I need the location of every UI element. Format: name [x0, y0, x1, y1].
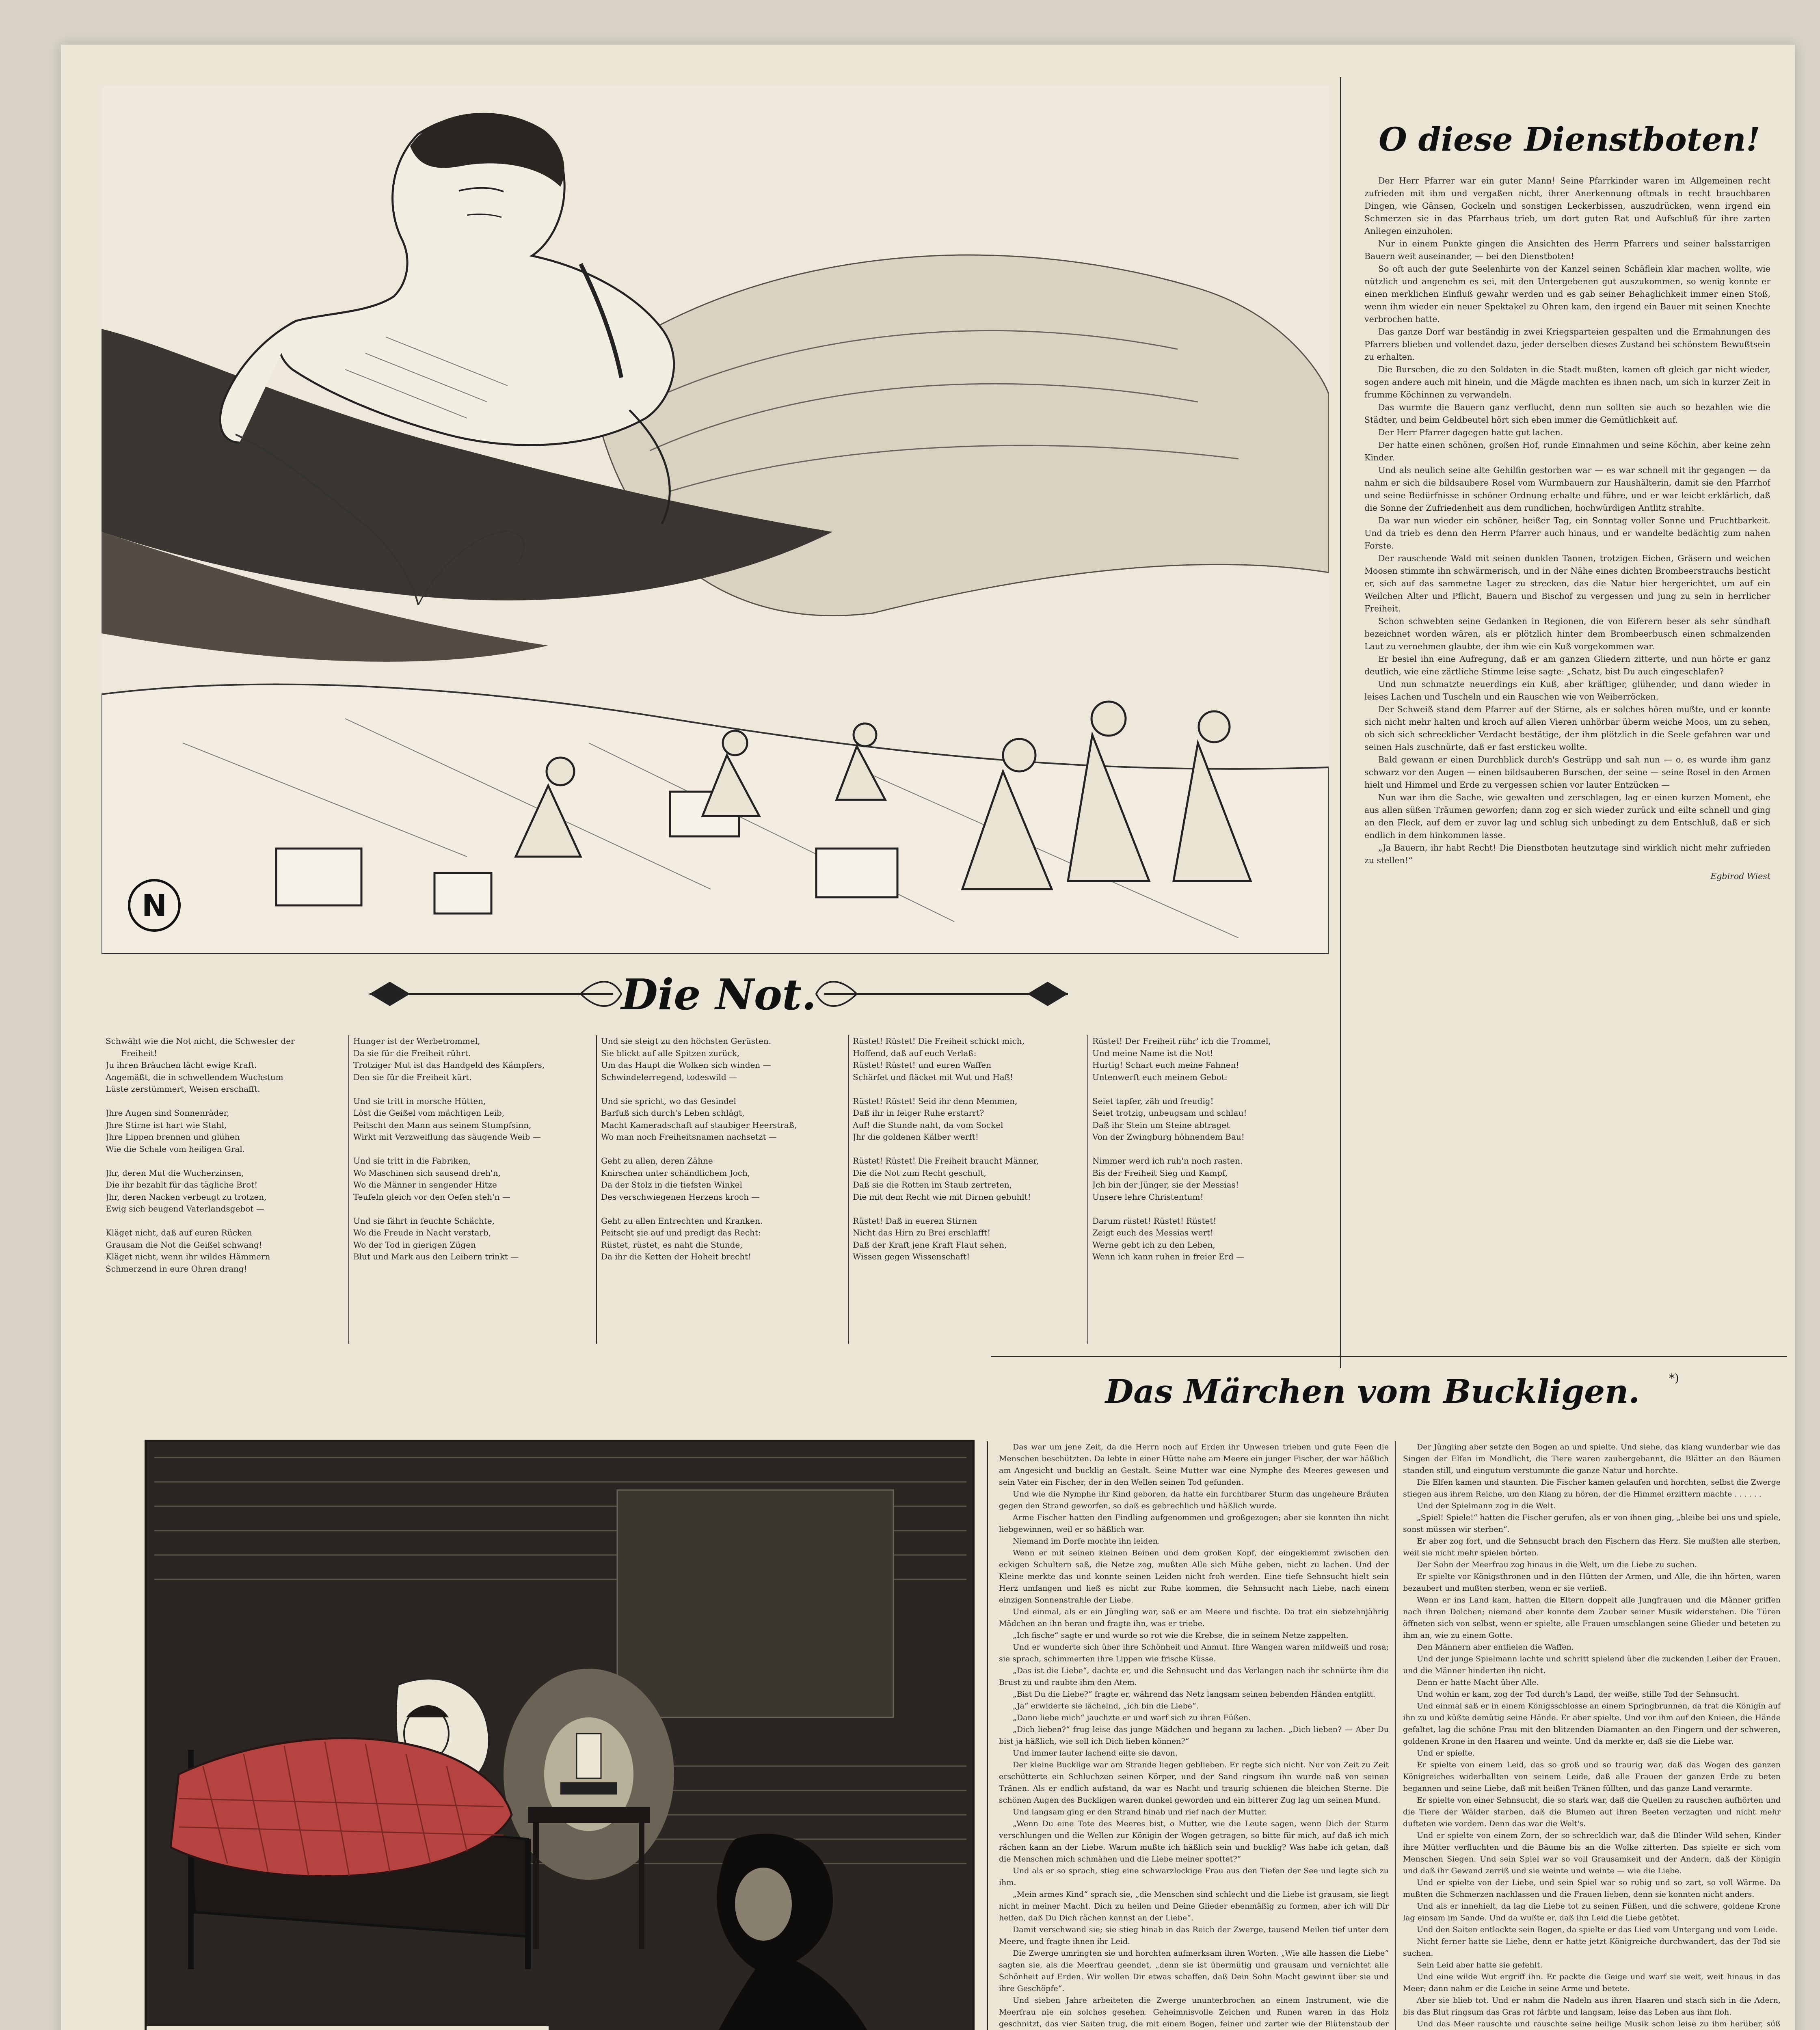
paragraph: „Wenn Du eine Tote des Meeres bist, o Mutter, wie die Leute sagen, wenn Dich der Sturm verschlungen und die Wellen zur Königin der Wogen getragen, so bitte für mich, auf daß ich mich rächen kann an der Liebe. Warum mußte ich häßlich sein und bucklig? Was habe ich getan, daß die Menschen mich schmähen und die Liebe meiner spottet?“ [999, 1819, 1389, 1864]
maerchen-title: Das Märchen vom Buckligen. [1105, 1372, 1640, 1410]
monogram-letter: N [142, 888, 167, 923]
paragraph: Den Männern aber entfielen die Waffen. [1417, 1643, 1574, 1652]
paragraph: Er aber zog fort, und die Sehnsucht brach den Fischern das Herz. Sie mußten alle sterben, weil sie nicht mehr spielen hörten. [1403, 1537, 1781, 1557]
paragraph: „Das ist die Liebe“, dachte er, und die Sehnsucht und das Verlangen nach ihr schnürte ihm die Brust zu und raubte ihm den Atem. [999, 1666, 1389, 1687]
column-rule [1087, 1035, 1088, 1344]
paragraph: Nicht ferner hatte sie Liebe, denn er hatte jetzt Königreiche durchwandert, das der Tod sie suchen. [1403, 1937, 1781, 1958]
die-not-poem-column-5: Rüstet! Der Freiheit rühr' ich die Trommel, Und meine Name ist die Not! Hurtig! Schart euch meine Fahnen! Untenwerft euch meinem Gebot: Seiet tapfer, zäh und freudig! Seiet trotzig, unbeugsam und schlau! Daß ihr Stein um Steine abtraget Von der Zwingburg höhnendem Bau! Nimmer werd ich ruh'n noch rasten. Bis der Freiheit Sieg und Kampf, Jch bin der Jünger, sie der Messias! Unsere lehre Christentum! Darum rüstet! Rüstet! Rüstet! Zeigt euch des Messias wert! Werne gebt ich zu den Leben, Wenn ich kann ruhen in freier Erd — [1092, 1036, 1271, 1261]
paragraph: „Dich lieben?“ frug leise das junge Mädchen und begann zu lachen. „Dich lieben? — Aber Du bist ja häßlich, wie soll ich Dich lieben können?“ [999, 1725, 1389, 1746]
paragraph: „Dann liebe mich“ jauchzte er und warf sich zu ihren Füßen. [1013, 1713, 1251, 1722]
paragraph: Da war nun wieder ein schöner, heißer Tag, ein Sonntag voller Sonne und Fruchtbarkeit. Und da trieb es denn den Herrn Pfarrer auch hinaus, und er wandelte bedächtig zum nahen Forste. [1364, 516, 1770, 551]
illustration-die-not [102, 85, 1329, 954]
paragraph: Und wie die Nymphe ihr Kind geboren, da hatte ein furchtbarer Sturm das ungeheure Bräuten gegen den Strand geworfen, so daß es gebrechlich und häßlich wurde. [999, 1490, 1389, 1510]
paragraph: Er spielte von einem Leid, das so groß und so traurig war, daß das Wogen des ganzen Königreiches widerhallten von seinem Leide, daß alle Frauen der ganzen Erde zu beten begannen und seine Liebe, daß mit heißen Tränen füllten, und das ganze Land verarmte. [1403, 1760, 1781, 1793]
paragraph: Nur in einem Punkte gingen die Ansichten des Herrn Pfarrers und seiner halsstarrigen Bauern weit auseinander, — bei den Dienstboten! [1364, 239, 1770, 261]
paragraph: So oft auch der gute Seelenhirte von der Kanzel seinen Schäflein klar machen wollte, wie nützlich und angenehm es sei, mit den Untergebenen gut auszukommen, so wenig konnte er einen merklichen Einfluß gewahr werden und es gab seiner Behaglichkeit immer einen Stoß, wenn ihm wieder ein neuer Spektakel zu Ohren kam, den irgend ein Bauer mit seinen Knechte verbrochen hatte. [1364, 264, 1770, 324]
paragraph: Und das Meer rauschte und rauschte seine heilige Musik schon leise zu ihm herüber, süß [1417, 2019, 1781, 2028]
die-not-title: Die Not. [621, 970, 817, 1019]
paragraph: Und den Saiten entlockte sein Bogen, da spielte er das Lied vom Untergang und vom Leide. [1417, 1925, 1778, 1934]
die-not-poem-column-2: Hunger ist der Werbetrommel, Da sie für die Freiheit rührt. Trotziger Mut ist das Handgeld des Kämpfers, Den sie für die Freiheit kürt. Und sie tritt in morsche Hütten, Löst die Geißel vom mächtigen Leib, Peitscht den Mann aus seinem Stumpfsinn, Wirkt mit Verzweiflung das säugende Weib — Und sie tritt in die Fabriken, Wo Maschinen sich sausend dreh'n, Wo die Männer in sengender Hitze Teufeln gleich vor den Oefen steh'n — Und sie fährt in feuchte Schächte, Wo die Freude in Nacht verstarb, Wo der Tod in gierigen Zügen Blut und Mark aus den Leibern trinkt — [353, 1036, 545, 1261]
column-rule [348, 1035, 349, 1344]
column-rule [1340, 77, 1341, 1368]
paragraph: „Ja Bauern, ihr habt Recht! Die Dienstboten heutzutage sind wirklich nicht mehr zufrieden zu stellen!“ [1364, 843, 1770, 865]
paragraph: Und er spielte. [1417, 1749, 1475, 1758]
paragraph: Er spielte vor Königsthronen und in den Hütten der Armen, und Alle, die ihn hörten, waren bezaubert und mußten sterben, wenn er sie verließ. [1403, 1572, 1781, 1593]
paragraph: Der hatte einen schönen, großen Hof, runde Einnahmen und seine Köchin, aber keine zehn Kinder. [1364, 440, 1770, 462]
paragraph: Der kleine Bucklige war am Strande liegen geblieben. Er regte sich nicht. Nur von Zeit zu Zeit erschütterte ein Schluchzen seinen Körper, und der Sand ringsum ihn wurde naß von seinen Tränen. Als er endlich aufstand, da war es Nacht und traurig schienen die bleichen Sterne. Die schönen Augen des Buckligen waren dunkel geworden und ein bitterer Zug lag um seinen Mund. [999, 1760, 1389, 1805]
paragraph: „Bist Du die Liebe?“ fragte er, während das Netz langsam seinen bebenden Händen entglitt. [1013, 1690, 1375, 1699]
section-rule [991, 1356, 1787, 1357]
paragraph: „Ja“ erwiderte sie lächelnd, „ich bin die Liebe“. [1013, 1702, 1199, 1710]
paragraph: Die Zwerge umringten sie und horchten aufmerksam ihren Worten. „Wie alle hassen die Liebe“ sagten sie, als die Meerfrau geendet, „denn sie ist übermütig und grausam und vernichtet alle Schönheit auf Erden. Wir wollen Dir etwas schaffen, daß Dein Sohn Macht gewinnt über sie und ihre Geschöpfe“. [999, 1949, 1389, 1993]
top-article-body [1364, 175, 1770, 1344]
column-rule [987, 1441, 988, 2030]
paragraph: Und eine wilde Wut ergriff ihn. Er packte die Geige und warf sie weit, weit hinaus in das Meer; dann nahm er die Leiche in seine Arme und betete. [1403, 1972, 1781, 1993]
paragraph: „Spiel! Spiele!“ hatten die Fischer gerufen, als er von ihnen ging, „bleibe bei uns und spiele, sonst müssen wir sterben“. [1403, 1513, 1781, 1534]
top-article-title: O diese Dienstboten! [1379, 120, 1760, 158]
newspaper-page [61, 45, 1795, 2030]
paragraph: Der Jüngling aber setzte den Bogen an und spielte. Und siehe, das klang wunderbar wie das Singen der Elfen im Mondlicht, die Tiere waren zaubergebannt, die Blätter an den Bäumen standen still, und eingutum verstummte die ganze Natur und horchte. [1403, 1443, 1781, 1475]
paragraph: „Mein armes Kind“ sprach sie, „die Menschen sind schlecht und die Liebe ist grausam, sie liegt nicht in meiner Macht. Dich zu heilen und Deine Glieder ebenmäßig zu formen, aber ich will Dir helfen, daß Du Dich rächen kannst an der Liebe“. [999, 1890, 1389, 1922]
paragraph: Die Elfen kamen und staunten. Die Fischer kamen gelaufen und horchten, selbst die Zwerge stiegen aus ihrem Reiche, um den Klang zu hören, der die Himmel erzittern machte . . . . . . [1403, 1478, 1781, 1499]
paragraph: Wenn er mit seinen kleinen Beinen und dem großen Kopf, der eingeklemmt zwischen den eckigen Schultern saß, die Netze zog, mußten Alle sich Mühe geben, nicht zu lachen. Und der Kleine merkte das und konnte seinen Leiden nicht froh werden. Eine tiefe Sehnsucht hielt sein Herz umfangen und ließ es nicht zur Ruhe kommen, die Sehnsucht nach Liebe, nach einem einzigen Sonnenstrahle der Liebe. [999, 1548, 1389, 1605]
poem-inset [147, 2026, 549, 2030]
paragraph: Das wurmte die Bauern ganz verflucht, denn nun sollten sie auch so bezahlen wie die Städter, und beim Geldbeutel hört sich eben immer die Gemütlichkeit auf. [1364, 402, 1770, 425]
paragraph: Er spielte von einer Sehnsucht, die so stark war, daß die Quellen zu rauschen aufhörten und die Tiere der Wälder starben, daß die Blumen auf ihren Beeten verzagten und nicht mehr dufteten wie vordem. Denn das war die Welt's. [1403, 1796, 1781, 1828]
paragraph: Und einmal saß er in einem Königsschlosse an einem Springbrunnen, da trat die Königin auf ihn zu und küßte demütig seine Hände. Er aber spielte. Und vor ihm auf den Knieen, die Hände gefaltet, lag die schöne Frau mit den blitzenden Diamanten an den Fingern und der schweren, goldenen Krone in den Haaren und weinte. Und da merkte er, daß sie die Liebe war. [1403, 1702, 1781, 1746]
paragraph: Und er spielte von einem Zorn, der so schrecklich war, daß die Blinder Wild sehen, Kinder ihre Mütter verfluchten und die Bäume bis an die Wolke zitterten. Das spielte er sich vom Menschen Siegen. Und sein Spiel war so voll Grausamkeit und der Andern, daß der Königin und daß ihr Gewand zerriß und sie weinte und weinte — wie die Liebe. [1403, 1831, 1781, 1875]
maerchen-title-footnote-mark: *) [1669, 1371, 1679, 1385]
paragraph: Der Herr Pfarrer war ein guter Mann! Seine Pfarrkinder waren im Allgemeinen recht zufrieden mit ihm und vergaßen nicht, ihrer Anerkennung oftmals in recht brauchbaren Dingen, wie Gänsen, Gockeln und sonstigen Leckerbissen, auszudrücken, wenn irgend ein Schmerzen sie in das Pfarrhaus trieb, um dort guten Rat und Aufschluß für ihre zarten Anliegen einzuholen. [1364, 176, 1770, 236]
illustration-herrliche-welt [146, 1441, 975, 2030]
paragraph: Und sieben Jahre arbeiteten die Zwerge ununterbrochen an einem Instrument, wie die Meerfrau nie ein solches gesehen. Geheimnisvolle Zeichen und Runen waren in das Holz geschnitzt, das vier Saiten trug, die mit einem Bogen, feiner und zarter wie der Blütenstaub der [999, 1996, 1389, 2028]
paragraph: Sein Leid aber hatte sie gefehlt. [1417, 1961, 1543, 1970]
signature: Egbirod Wiest [1710, 871, 1770, 881]
paragraph: Und er wunderte sich über ihre Schönheit und Anmut. Ihre Wangen waren mildweiß und rosa; sie sprach, schimmerten ihre Lippen wie frische Küsse. [999, 1643, 1389, 1663]
paragraph: Das war um jene Zeit, da die Herrn noch auf Erden ihr Unwesen trieben und gute Feen die Menschen beschützten. Da lebte in einer Hütte nahe am Meere ein junger Fischer, der war häßlich am Angesicht und bucklig an Gestalt. Seine Mutter war eine Nymphe des Meeres gewesen und sein Vater ein Fischer, der in den Wellen seinen Tod gefunden. [999, 1443, 1389, 1487]
column-rule [1395, 1441, 1396, 2030]
die-not-poem-column-4: Rüstet! Rüstet! Die Freiheit schickt mich, Hoffend, daß auf euch Verlaß: Rüstet! Rüstet! und euren Waffen Schärfet und fläcket mit Wut und Haß! Rüstet! Rüstet! Seid ihr denn Memmen, Daß ihr in feiger Ruhe erstarrt? Auf! die Stunde naht, da vom Sockel Jhr die goldenen Kälber werft! Rüstet! Rüstet! Die Freiheit braucht Männer, Die die Not zum Recht geschult, Daß sie die Rotten im Staub zertreten, Die mit dem Recht wie mit Dirnen gebuhlt! Rüstet! Daß in eueren Stirnen Nicht das Hirn zu Brei erschlafft! Daß der Kraft jene Kraft Flaut sehen, Wissen gegen Wissenschaft! [853, 1036, 1039, 1261]
paragraph: Der rauschende Wald mit seinen dunklen Tannen, trotzigen Eichen, Gräsern und weichen Moosen stimmte ihn schwärmerisch, und in der Nähe eines dichten Brombeerstrauchs besticht er, sich auf das sammetne Lager zu strecken, das die Natur hier hergerichtet, um auf ein Weilchen Alter und Pflicht, Bauern und Bischof zu vergessen und jung zu sein in herrlicher Freiheit. [1364, 553, 1770, 613]
column-rule [596, 1035, 597, 1344]
paragraph: Aber sie blieb tot. Und er nahm die Nadeln aus ihren Haaren und stach sich in die Adern, bis das Blut ringsum das Gras rot färbte und langsam, leise das Leben aus ihm floh. [1403, 1996, 1781, 2017]
paragraph: Und einmal, als er ein Jüngling war, saß er am Meere und fischte. Da trat ein siebzehnjährig Mädchen an ihn heran und fragte ihn, was er triebe. [999, 1607, 1389, 1628]
paragraph: Und als er so sprach, stieg eine schwarzlockige Frau aus den Tiefen der See und legte sich zu ihm. [999, 1866, 1389, 1887]
paragraph: Und der junge Spielmann lachte und schritt spielend über die zuckenden Leiber der Frauen, und die Männer hinderten ihn nicht. [1403, 1654, 1781, 1675]
paragraph: Denn er hatte Macht über Alle. [1417, 1678, 1539, 1687]
paragraph: Der Sohn der Meerfrau zog hinaus in die Welt, um die Liebe zu suchen. [1417, 1560, 1697, 1569]
paragraph: Niemand im Dorfe mochte ihn leiden. [1013, 1537, 1160, 1546]
paragraph: Wenn er ins Land kam, hatten die Eltern doppelt alle Jungfrauen und die Männer griffen nach ihren Dolchen; niemand aber konnte dem Zauber seiner Musik widerstehen. Die Türen öffneten sich von selbst, wenn er spielte, alle Frauen umschlangen seine Glieder und beteten zu ihm an, wie zu einem Gotte. [1403, 1596, 1781, 1640]
paragraph: Er besiel ihn eine Aufregung, daß er am ganzen Gliedern zitterte, und nun hörte er ganz deutlich, wie eine zärtliche Stimme leise sagte: „Schatz, bist Du auch eingeschlafen? [1364, 654, 1770, 676]
paragraph: „Ich fische“ sagte er und wurde so rot wie die Krebse, die in seinem Netze zappelten. [1013, 1631, 1349, 1640]
paragraph: Und als er innehielt, da lag die Liebe tot zu seinen Füßen, und die schwere, goldene Krone lag einsam im Sande. Und da wußte er, daß ihn Leid die Liebe getötet. [1403, 1902, 1781, 1922]
paragraph: Bald gewann er einen Durchblick durch's Gestrüpp und sah nun — o, es wurde ihm ganz schwarz vor den Augen — einen bildsauberen Burschen, der seine — seine Rosel in den Armen hielt und Himmel und Erde zu vergessen schien vor lauter Entzücken — [1364, 755, 1770, 790]
column-rule [848, 1035, 849, 1344]
paragraph: Schon schwebten seine Gedanken in Regionen, die von Eiferern beser als sehr sündhaft bezeichnet worden wären, als er plötzlich hinter dem Brombeerbusch einen schmalzenden Laut zu vernehmen glaubte, der ihm wie ein Kuß vorgekommen war. [1364, 616, 1770, 651]
paragraph: Damit verschwand sie; sie stieg hinab in das Reich der Zwerge, tausend Meilen tief unter dem Meere, und fragte ihnen ihr Leid. [999, 1925, 1389, 1946]
die-not-poem-column-1: Schwäht wie die Not nicht, die Schwester der Freiheit! Ju ihren Bräuchen lächt ewige Kraft. Angemäßt, die in schwellendem Wuchstum Lüste zerstümmert, Weisen erschafft. Jhre Augen sind Sonnenräder, Jhre Stirne ist hart wie Stahl, Jhre Lippen brennen und glühen Wie die Schale vom heiligen Gral. Jhr, deren Mut die Wucherzinsen, Die ihr bezahlt für das tägliche Brot! Jhr, deren Nacken verbeugt zu trotzen, Ewig sich beugend Vaterlandsgebot — Kläget nicht, daß auf euren Rücken Grausam die Not die Geißel schwang! Kläget nicht, wenn ihr wildes Hämmern Schmerzend in eure Ohren drang! [106, 1036, 295, 1274]
paragraph: Der Schweiß stand dem Pfarrer auf der Stirne, als er solches hören mußte, und er konnte sich nicht mehr halten und kroch auf allen Vieren unhörbar überm weiche Moos, um zu sehen, ob sich sich schrecklicher Verdacht bestätige, der ihm plötzlich in die Seele gefahren war und seinen Hals zuschnürte, daß er fast erstickeu wollte. [1364, 704, 1770, 752]
maerchen-column-1 [999, 1441, 1389, 2030]
paragraph: Und langsam ging er den Strand hinab und rief nach der Mutter. [1013, 1808, 1267, 1816]
paragraph: Der Herr Pfarrer dagegen hatte gut lachen. [1378, 428, 1563, 437]
paragraph: Das ganze Dorf war beständig in zwei Kriegsparteien gespalten und die Ermahnungen des Pfarrers blieben und vollendet dazu, jeder derselben dieses Zustand bei schönstem Bewußtsein zu erhalten. [1364, 327, 1770, 362]
paragraph: Arme Fischer hatten den Findling aufgenommen und großgezogen; aber sie konnten ihn nicht liebgewinnen, weil er so häßlich war. [999, 1513, 1389, 1534]
paragraph: Und als neulich seine alte Gehilfin gestorben war — es war schnell mit ihr gegangen — da nahm er sich die bildsaubere Rosel vom Wurmbauern zur Haushälterin, damit sie den Pfarrhof und seine Bedürfnisse in schöner Ordnung erhalte und führe, und er war leicht erklärlich, daß die Sonne der Zufriedenheit aus dem rundlichen, hochwürdigen Antlitz strahlte. [1364, 465, 1770, 513]
paragraph: Und wohin er kam, zog der Tod durch's Land, der weiße, stille Tod der Sehnsucht. [1417, 1690, 1740, 1699]
paragraph: Und nun schmatzte neuerdings ein Kuß, aber kräftiger, glühender, und dann wieder in leises Lachen und Tuscheln und ein Rauschen wie von Weiberröcken. [1364, 679, 1770, 702]
paragraph: Die Burschen, die zu den Soldaten in die Stadt mußten, kamen oft gleich gar nicht wieder, sogen andere auch mit hinein, und die Mägde machten es ihnen nach, um sich in kurzer Zeit in frumme Köchinnen zu verwandeln. [1364, 365, 1770, 400]
paragraph: Und immer lauter lachend eilte sie davon. [1013, 1749, 1178, 1758]
paragraph: Und der Spielmann zog in die Welt. [1417, 1501, 1556, 1510]
paragraph: Und er spielte von der Liebe, und sein Spiel war so ruhig und so zart, so voll Wärme. Da mußten die Schmerzen nachlassen und die Frauen lieben, denn sie konnten nicht anders. [1403, 1878, 1781, 1899]
maerchen-column-2 [1403, 1441, 1781, 2030]
die-not-poem-column-3: Und sie steigt zu den höchsten Gerüsten. Sie blickt auf alle Spitzen zurück, Um das Haupt die Wolken sich winden — Schwindelerregend, todeswild — Und sie spricht, wo das Gesindel Barfuß sich durch's Leben schlägt, Macht Kameradschaft auf staubiger Heerstraß, Wo man noch Freiheitsnamen nachsetzt — Geht zu allen, deren Zähne Knirschen unter schändlichem Joch, Da der Stolz in die tiefsten Winkel Des verschwiegenen Herzens kroch — Geht zu allen Entrechten und Kranken. Peitscht sie auf und predigt das Recht: Rüstet, rüstet, es naht die Stunde, Da ihr die Ketten der Hoheit brecht! [601, 1036, 797, 1261]
paragraph: Nun war ihm die Sache, wie gewalten und zerschlagen, lag er einen kurzen Moment, ehe aus allen süßen Träumen geworfen; dann zog er sich wieder zurück und eilte schnell und ging an den Fleck, auf dem er zuvor lag und schlug sich unbedingt zu dem Entschluß, daß er sich endlich in dem hinkommen lasse. [1364, 793, 1770, 840]
